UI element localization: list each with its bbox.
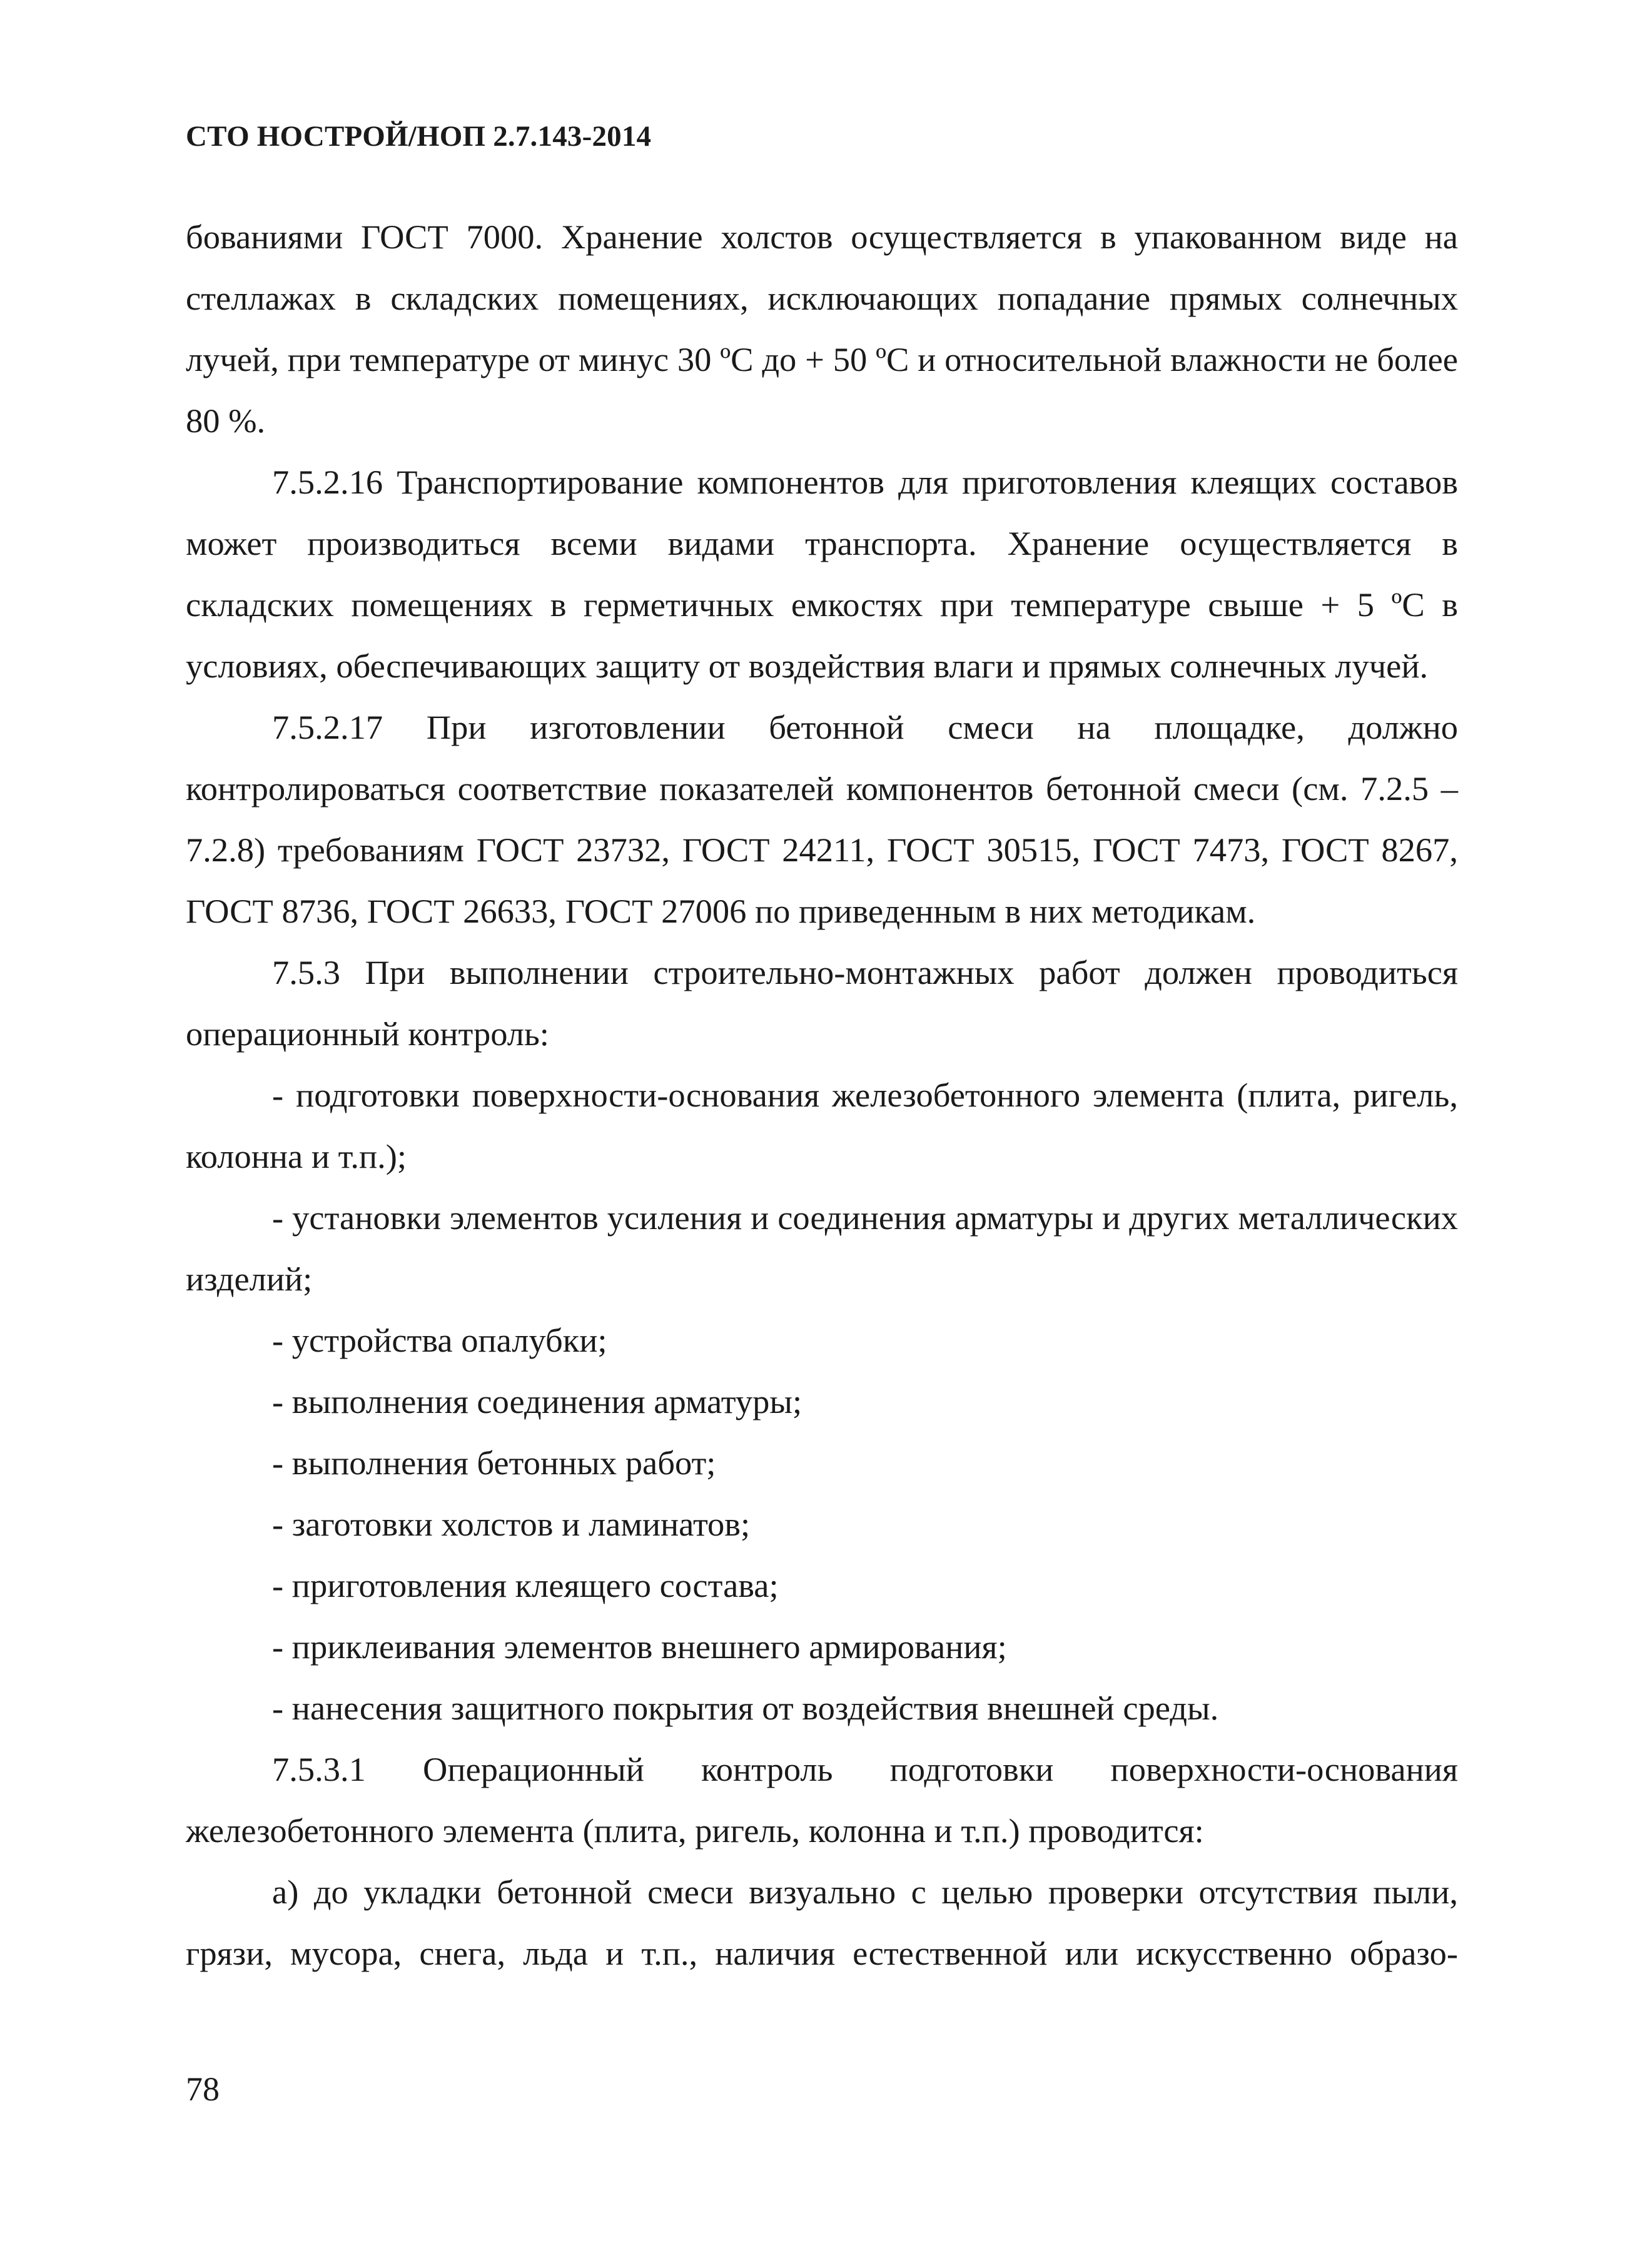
list-item: - подготовки поверхности-основания железобетонного элемента (плита, ригель, колонна и т.п.); [186,1076,1458,1175]
paragraph-7-5-2-16: 7.5.2.16 Транспортирование компонентов для приготовления клеящих составов может производиться всеми видами транспорта. Хранение осуществляется в складских помещениях в герметичных емкостях при температуре свыше + 5 ºС в условиях, обеспечивающих защиту от воздействия влаги и прямых солнечных лучей. [186,463,1458,685]
list-item: - нанесения защитного покрытия от воздействия внешней среды. [272,1689,1219,1727]
paragraph-storage-continuation: бованиями ГОСТ 7000. Хранение холстов осуществляется в упакованном виде на стеллажах в складских помещениях, исключающих попадание прямых солнечных лучей, при температуре от минус 30 ºС до + 50 ºС и относительной влажности не более 80 %. [186,218,1458,440]
list-item: - приготовления клеящего состава; [272,1566,779,1604]
page-number: 78 [186,2070,220,2108]
paragraph-7-5-3: 7.5.3 При выполнении строительно-монтажных работ должен проводиться операционный контроль: [186,953,1458,1053]
list-item: - выполнения бетонных работ; [272,1444,716,1482]
list-item: - выполнения соединения арматуры; [272,1382,802,1420]
document-header: СТО НОСТРОЙ/НОП 2.7.143-2014 [186,120,652,153]
list-item: - устройства опалубки; [272,1321,607,1359]
list-item: - заготовки холстов и ламинатов; [272,1505,751,1543]
paragraph-7-5-2-17: 7.5.2.17 При изготовлении бетонной смеси на площадке, должно контролироваться соответствие показателей компонентов бетонной смеси (см. 7.2.5 – 7.2.8) требованиям ГОСТ 23732, ГОСТ 24211, ГОСТ 30515, ГОСТ 7473, ГОСТ 8267, ГОСТ 8736, ГОСТ 26633, ГОСТ 27006 по приведенным в них методикам. [186,708,1458,930]
list-item: - установки элементов усиления и соединения арматуры и других металлических изделий; [186,1198,1458,1298]
list-item: - приклеивания элементов внешнего армирования; [272,1628,1007,1666]
paragraph-item-a: а) до укладки бетонной смеси визуально с целью проверки отсутствия пыли, грязи, мусора, снега, льда и т.п., наличия естественной или искусственно образо- [186,1873,1458,1972]
paragraph-7-5-3-1: 7.5.3.1 Операционный контроль подготовки поверхности-основания железобетонного элемента (плита, ригель, колонна и т.п.) проводится: [186,1750,1458,1850]
document-body [186,206,1458,1984]
